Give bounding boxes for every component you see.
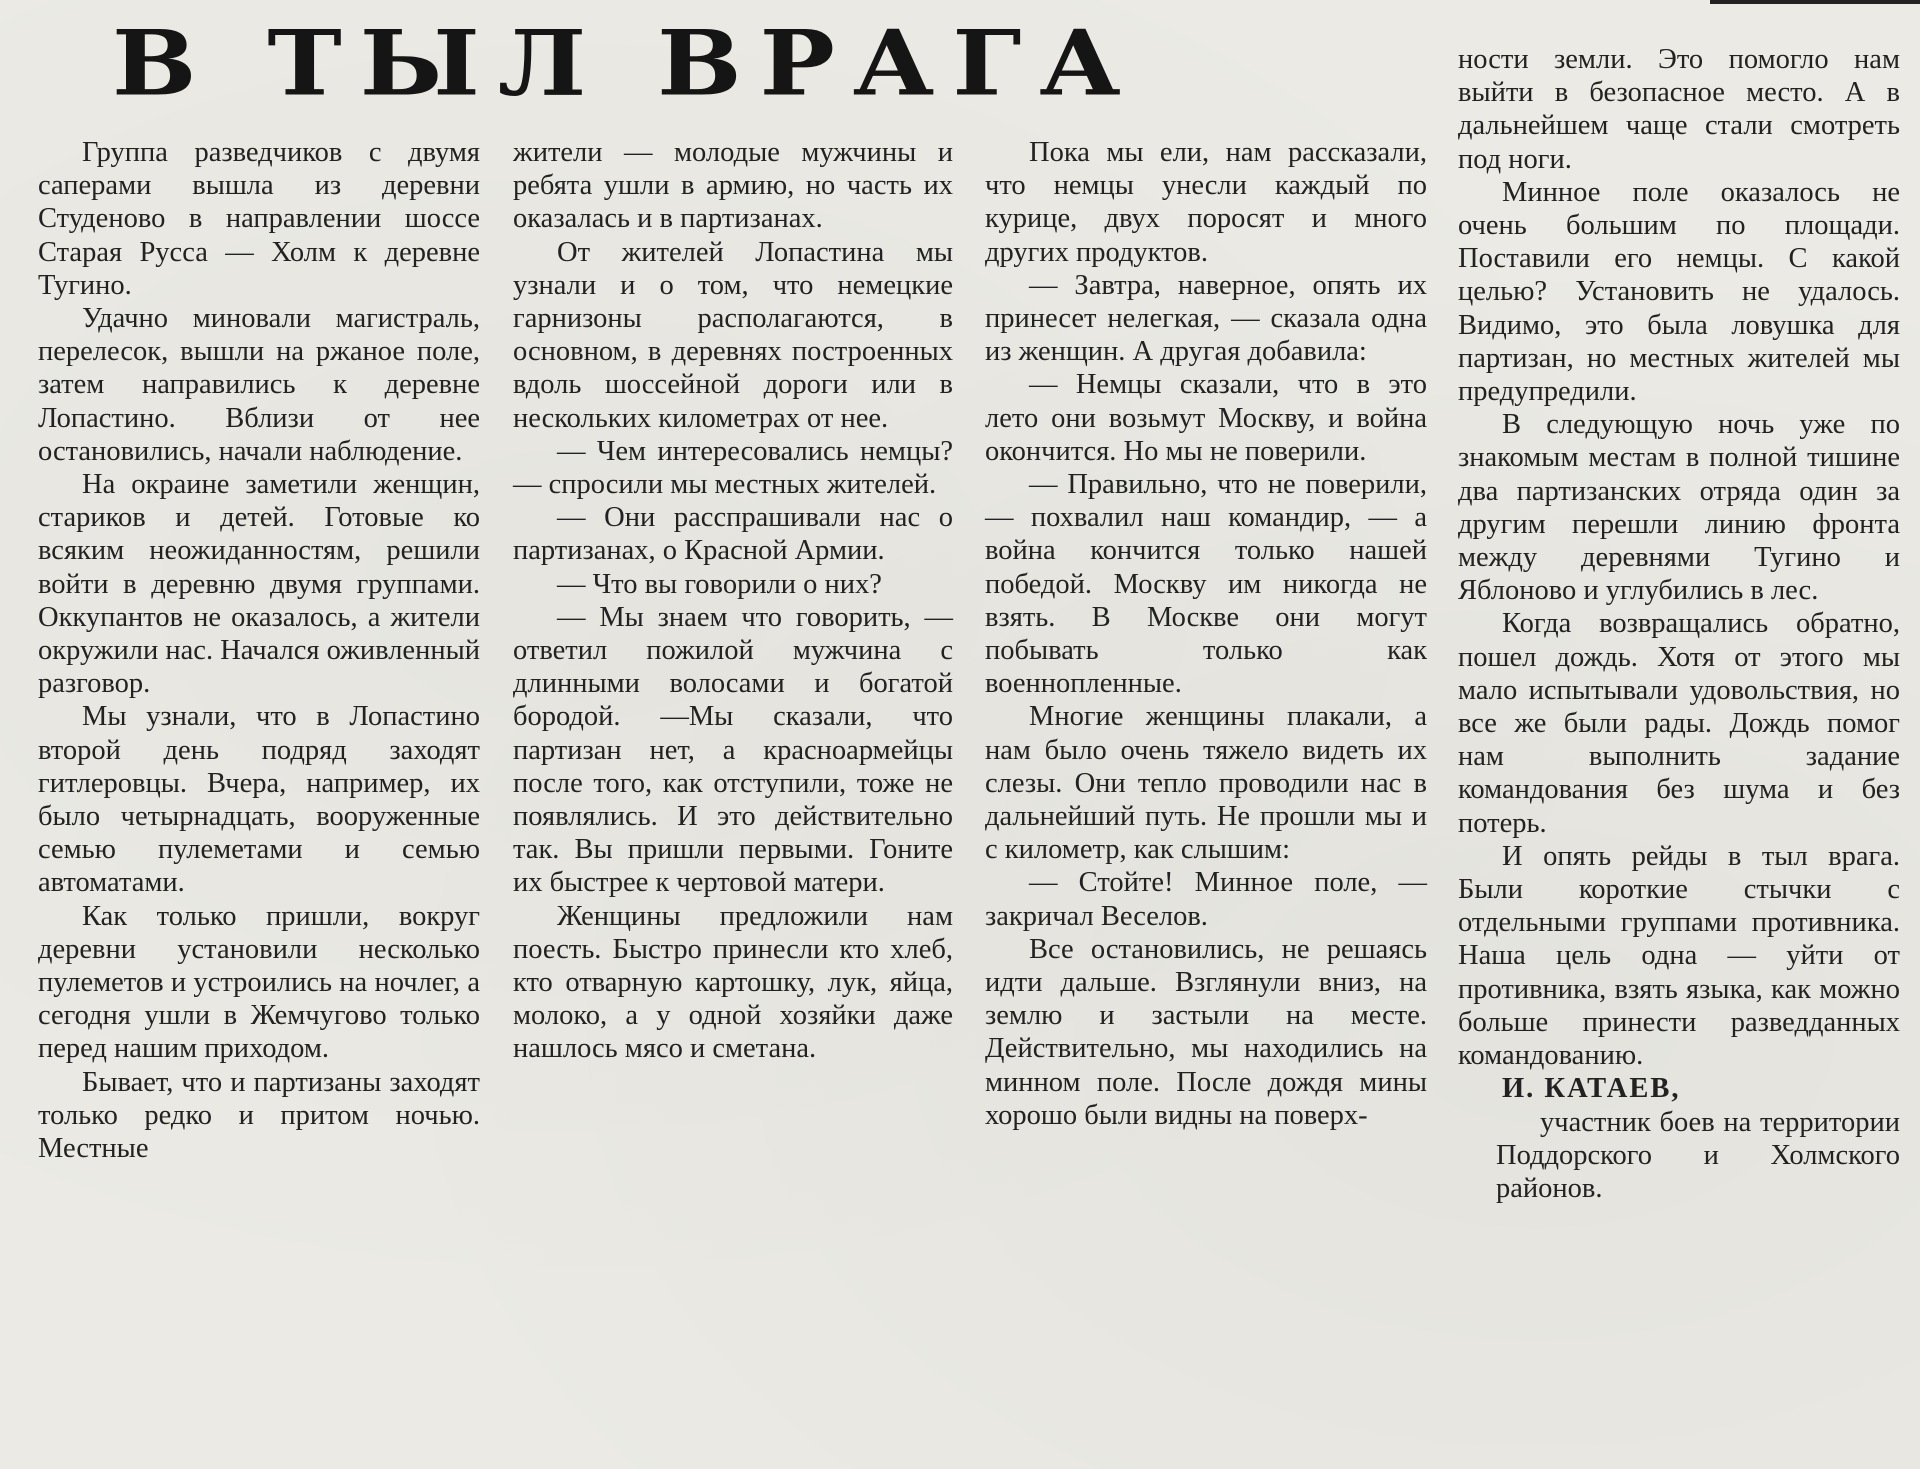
paragraph: — Стойте! Минное поле, — закричал Веселов.: [985, 867, 1427, 932]
paragraph: Все остановились, не решаясь идти дальше. Взглянули вниз, на землю и застыли на месте. Действительно, мы находились на минном поле. После дождя мины хорошо были видны на поверх-: [985, 933, 1427, 1131]
paragraph: — Немцы сказали, что в это лето они возьмут Москву, и война окончится. Но мы не поверили.: [985, 369, 1427, 467]
author-name: И. КАТАЕВ,: [1502, 1073, 1681, 1105]
paragraph: От жителей Лопастина мы узнали и о том, что немецкие гарнизоны располагаются, в основном, в деревнях построенных вдоль шоссейной дороги или в нескольких километрах от нее.: [513, 236, 953, 434]
paragraph: — Чем интересовались немцы? — спросили мы местных жителей.: [513, 435, 953, 501]
article-column-2: [513, 136, 953, 1066]
paragraph: Удачно миновали магистраль, перелесок, вышли на ржаное поле, затем направились к деревне Лопастино. Вблизи от нее остановились, начали наблюдение.: [38, 303, 480, 467]
paragraph: Минное поле оказалось не очень большим по площади. Поставили его немцы. С какой целью? Установить не удалось. Видимо, это была ловушка для партизан, но местных жителей мы предупредили.: [1458, 176, 1900, 408]
top-rule-divider: [1710, 0, 1920, 4]
author-role: участник боев на территории Поддорского и Холмского районов.: [1496, 1106, 1900, 1204]
paragraph: На окраине заметили женщин, стариков и детей. Готовые ко всяким неожиданностям, решили войти в деревню двумя группами. Оккупантов не оказалось, а жители окружили нас. Начался оживленный разговор.: [38, 469, 480, 700]
article-column-4: [1458, 43, 1900, 1205]
paragraph: Женщины предложили нам поесть. Быстро принесли кто хлеб, кто отварную картошку, лук, яйца, молоко, а у одной хозяйки даже нашлось мясо и сметана.: [513, 900, 953, 1065]
paragraph: Как только пришли, вокруг деревни установили несколько пулеметов и устроились на ночлег, а сегодня ушли в Жемчугово только перед нашим приходом.: [38, 900, 480, 1065]
paragraph: Группа разведчиков с двумя саперами вышла из деревни Студеново в направлении шоссе Старая Русса — Холм к деревне Тугино.: [38, 137, 480, 301]
article-headline: В ТЫЛ ВРАГА: [112, 9, 1139, 116]
paragraph: жители — молодые мужчины и ребята ушли в армию, но часть их оказалась и в партизанах.: [513, 137, 953, 235]
paragraph: Мы узнали, что в Лопастино второй день подряд заходят гитлеровцы. Вчера, например, их было четырнадцать, вооруженные семью пулеметами и семью автоматами.: [38, 701, 480, 899]
paragraph: Бывает, что и партизаны заходят только редко и притом ночью. Местные: [38, 1066, 480, 1165]
paragraph: Многие женщины плакали, а нам было очень тяжело видеть их слезы. Они тепло проводили нас в дальнейший путь. Не прошли мы и с километр, как слышим:: [985, 701, 1427, 866]
paragraph: — Завтра, наверное, опять их принесет нелегкая, — сказала одна из женщин. А другая добавила:: [985, 269, 1427, 368]
paragraph: И опять рейды в тыл врага. Были короткие стычки с отдельными группами противника. Наша цель одна — уйти от противника, взять языка, как можно больше принести разведданных командованию.: [1458, 840, 1900, 1072]
paragraph: — Правильно, что не поверили, — похвалил наш командир, — а война кончится только нашей победой. Москву им никогда не взять. В Москве они могут побывать только как военнопленные.: [985, 469, 1427, 700]
paragraph: — Мы знаем что говорить, — ответил пожилой мужчина с длинными волосами и богатой бородой. —Мы сказали, что партизан нет, а красноармейцы после того, как отступили, тоже не появлялись. И это действительно так. Вы пришли первыми. Гоните их быстрее к чертовой матери.: [513, 601, 953, 899]
paragraph: Когда возвращались обратно, пошел дождь. Хотя от этого мы мало испытывали удовольствия, но все же были рады. Дождь помог нам выполнить задание командования без шума и без потерь.: [1458, 608, 1900, 839]
paragraph: — Они расспрашивали нас о партизанах, о Красной Армии.: [513, 502, 953, 567]
article-column-1: [38, 136, 480, 1165]
paragraph: — Что вы говорили о них?: [557, 568, 882, 600]
paragraph: Пока мы ели, нам рассказали, что немцы унесли каждый по курице, двух поросят и много других продуктов.: [985, 137, 1427, 268]
article-column-3: [985, 136, 1427, 1132]
paragraph: В следующую ночь уже по знакомым местам в полной тишине два партизанских отряда один за другим перешли линию фронта между деревнями Тугино и Яблоново и углубились в лес.: [1458, 409, 1900, 607]
paragraph: ности земли. Это помогло нам выйти в безопасное место. А в дальнейшем чаще стали смотреть под ноги.: [1458, 44, 1900, 175]
